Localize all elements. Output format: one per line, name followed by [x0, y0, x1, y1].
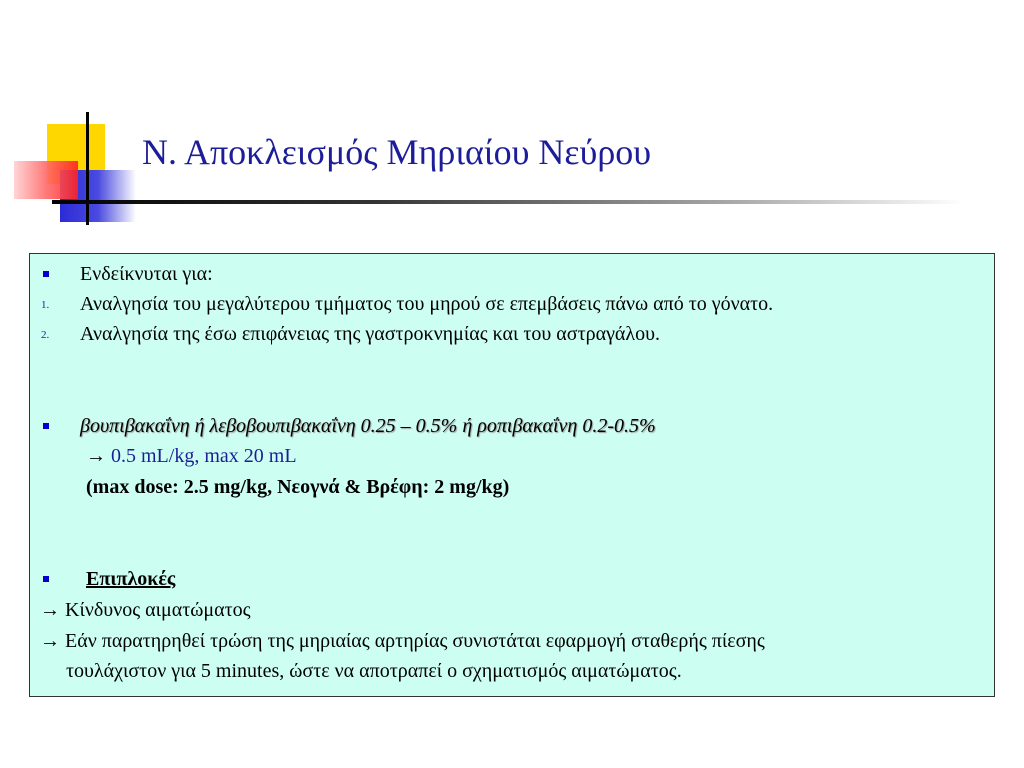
max-dose: (max dose: 2.5 mg/kg, Νεογνά & Βρέφη: 2 mg/kg) — [86, 476, 510, 498]
indications-heading: Ενδείκνυται για: — [80, 263, 213, 285]
deco-vertical-line — [86, 112, 89, 225]
list-item: Αναλγησία του μεγαλύτερου τμήματος του μηρού σε επεμβάσεις πάνω από το γόνατο. — [80, 293, 774, 315]
bullet-square-icon — [43, 576, 49, 582]
deco-red-square — [14, 161, 78, 199]
complications-heading: Επιπλοκές — [86, 568, 176, 590]
complication-line: → Κίνδυνος αιματώματος — [40, 599, 251, 621]
list-marker: 1. — [41, 299, 50, 311]
bullet-square-icon — [43, 271, 49, 277]
dose-line — [86, 444, 297, 468]
title-divider — [52, 200, 964, 204]
complication-line: τουλάχιστον για 5 minutes, ώστε να αποτραπεί ο σχηματισμός αιματώματος. — [66, 660, 682, 682]
list-item: Αναλγησία της έσω επιφάνειας της γαστροκνημίας και του αστραγάλου. — [80, 323, 660, 345]
drug-options: βουπιβακαΐνη ή λεβοβουπιβακαΐνη 0.25 – 0.5% ή ροπιβακαΐνη 0.2-0.5% — [80, 415, 656, 437]
complication-line: → Εάν παρατηρηθεί τρώση της μηριαίας αρτηρίας συνιστάται εφαρμογή σταθερής πίεσης — [40, 630, 765, 652]
bullet-square-icon — [43, 423, 49, 429]
arrow-icon: → — [86, 445, 106, 467]
content-box — [29, 253, 995, 697]
slide-title: Ν. Αποκλεισμός Μηριαίου Νεύρου — [142, 132, 652, 172]
dose-value: 0.5 mL/kg, max 20 mL — [111, 445, 297, 467]
list-marker: 2. — [41, 329, 50, 341]
